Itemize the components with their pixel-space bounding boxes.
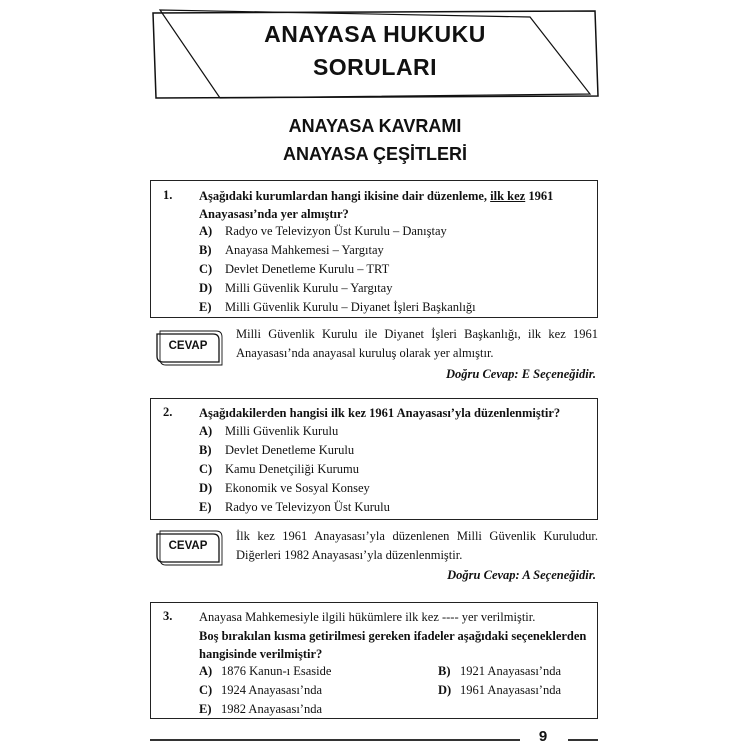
page-title-line2: SORULARI [312,54,438,80]
option-b[interactable]: B) Devlet Denetleme Kurulu [199,443,355,457]
option-e[interactable]: E) Milli Güvenlik Kurulu – Diyanet İşleri Başkanlığı [199,300,476,314]
question-number: 3. [163,609,173,623]
option-a[interactable]: A) Milli Güvenlik Kurulu [199,424,339,438]
option-d[interactable]: D) 1961 Anayasası’nda [438,683,562,697]
question-stem: Anayasa Mahkemesiyle ilgili hükümlere ilk kez ---- yer verilmiştir. [199,610,536,624]
option-b[interactable]: B) 1921 Anayasası’nda [438,664,562,678]
answer-badge [153,328,223,368]
stem-part1: Aşağıdaki kurumlardan hangi ikisine dair düzenleme, [199,189,491,203]
question-1-box [150,180,598,318]
option-a[interactable]: A) 1876 Kanun-ı Esaside [199,664,332,678]
option-d[interactable]: D) Milli Güvenlik Kurulu – Yargıtay [199,281,393,295]
answer-text: Milli Güvenlik Kurulu ile Diyanet İşleri Başkanlığı, ilk kez 1961 Anayasası’nda anayasal kuruluş olarak yer almıştır. [236,327,598,360]
correct-answer: Doğru Cevap: E Seçeneğidir. [446,367,596,381]
footer-rule-left [150,739,520,741]
stem-part2: 1961 Anayasası’nda yer almıştır? [199,189,554,221]
question-stem [199,187,587,223]
option-c[interactable]: C) 1924 Anayasası’nda [199,683,323,697]
question-number: 1. [163,188,173,202]
answer-badge [153,528,223,568]
option-e[interactable]: E) Radyo ve Televizyon Üst Kurulu [199,500,390,514]
page-title-line1: ANAYASA HUKUKU [264,21,486,47]
answer-label: CEVAP [168,540,208,552]
option-d[interactable]: D) Ekonomik ve Sosyal Konsey [199,481,370,495]
page-title [150,18,600,84]
page-number: 9 [538,728,548,745]
answer-label: CEVAP [168,340,208,352]
option-b[interactable]: B) Anayasa Mahkemesi – Yargıtay [199,243,384,257]
stem-underline: ilk kez [490,189,526,203]
section-title-line1: ANAYASA KAVRAMI [288,116,462,136]
question-number: 2. [163,405,173,419]
question-2-box [150,398,598,520]
question-instruction: Boş bırakılan kısma getirilmesi gereken ifadeler aşağıdaki seçeneklerden hangisinde verilmiştir? [199,629,587,661]
question-3-box [150,602,598,719]
correct-answer: Doğru Cevap: A Seçeneğidir. [447,568,596,582]
option-c[interactable]: C) Kamu Denetçiliği Kurumu [199,462,359,476]
footer-rule-right [568,739,598,741]
answer-text: İlk kez 1961 Anayasası’yla düzenlenen Milli Güvenlik Kuruludur. Diğerleri 1982 Anayasası’yla düzenlenmiştir. [236,529,598,562]
option-e[interactable]: E) 1982 Anayasası’nda [199,702,323,716]
question-stem: Aşağıdakilerden hangisi ilk kez 1961 Anayasası’yla düzenlenmiştir? [199,406,561,420]
option-a[interactable]: A) Radyo ve Televizyon Üst Kurulu – Danıştay [199,224,447,238]
option-c[interactable]: C) Devlet Denetleme Kurulu – TRT [199,262,390,276]
section-title-line2: ANAYASA ÇEŞİTLERİ [282,144,468,164]
section-title [150,112,600,168]
